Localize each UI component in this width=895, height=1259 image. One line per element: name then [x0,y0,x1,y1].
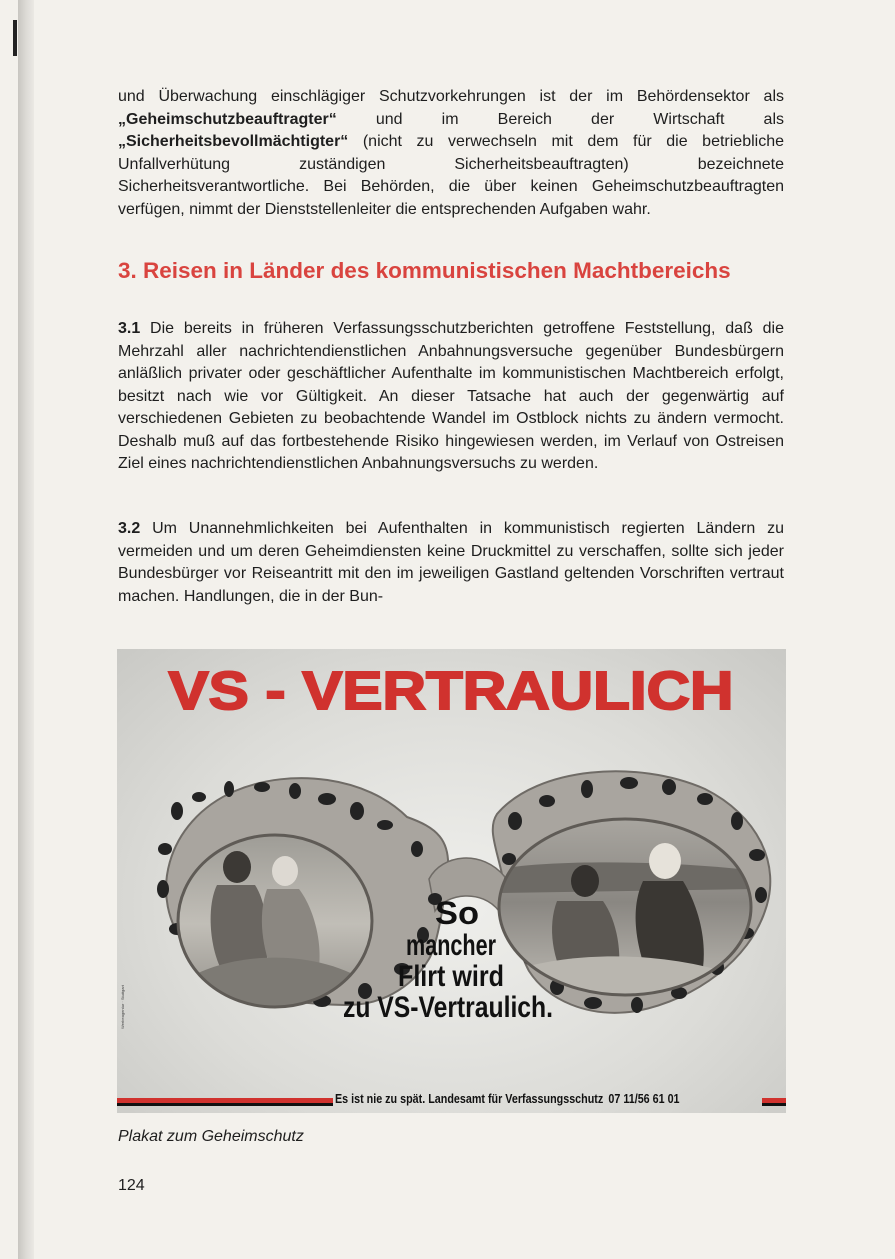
paragraph-number: 3.1 [118,320,141,337]
poster-footer-bar [117,1091,786,1113]
poster-image [117,649,786,1113]
poster-phone: 07 11/56 61 01 [608,1092,680,1106]
poster-footer-text: Es ist nie zu spät. Landesamt für Verfassungsschutz 07 11/56 61 01 [335,1092,680,1106]
poster-title: VS - VERTRAULICH [168,661,734,721]
poster-credit: Werbeagentur · Stuttgart [120,985,125,1029]
page-gutter-shadow [18,0,34,1259]
paragraph-3-2: 3.2 Um Unannehmlichkeiten bei Aufenthalten in kommunistisch regierten Ländern zu vermeiden und um deren Geheimdiensten keine Druckmittel zu verschaffen, sollte sich jeder Bundesbürger vor Reiseantritt mit den im jeweiligen Gastland geltenden Vorschriften vertraut machen. Handlungen, die in der Bun- [118,520,784,605]
poster-artwork [117,649,786,1113]
paragraph-number: 3.2 [118,520,141,537]
binding-mark [13,20,17,56]
page-number: 124 [118,1177,145,1194]
poster-line-flirt: Flirt wird [398,960,504,993]
poster-line-mancher: mancher [406,929,497,962]
figure-caption: Plakat zum Geheimschutz [118,1128,304,1145]
poster-line-vs: zu VS-Vertraulich. [343,991,553,1024]
poster-line-so: So [435,895,479,931]
intro-paragraph: und Überwachung einschlägiger Schutzvorkehrungen ist der im Behördensektor als „Geheimschutzbeauftragter“ und im Bereich der Wirtschaft als „Sicherheitsbevollmächtigter“ (nicht zu verwechseln mit dem für die betriebliche Unfallverhütung zuständigen Sicherheitsbeauftragten) bezeichnete Sicherheitsverantwortliche. Bei Behörden, die über keinen Geheimschutzbeauftragten verfügen, nimmt der Dienststellenleiter die entsprechenden Aufgaben wahr. [118,88,784,218]
paragraph-3-1: 3.1 Die bereits in früheren Verfassungsschutzberichten getroffene Feststellung, daß die Mehrzahl aller nachrichtendienstlichen Anbahnungsversuche gegenüber Bundesbürgern anläßlich privater oder geschäftlicher Aufenthalte im kommunistischen Machtbereich erfolgt, besitzt nach wie vor Gültigkeit. An dieser Tatsache hat auch der gegenwärtig auf verschiedenen Gebieten zu beobachtende Wandel im Ostblock nichts zu ändern vermocht. Deshalb muß auf das fortbestehende Risiko hingewiesen werden, im Verlauf von Ostreisen Ziel eines nachrichtendienstlichen Anbahnungsversuchs zu werden. [118,320,784,472]
section-heading: 3. Reisen in Länder des kommunistischen Machtbereichs [118,258,731,283]
